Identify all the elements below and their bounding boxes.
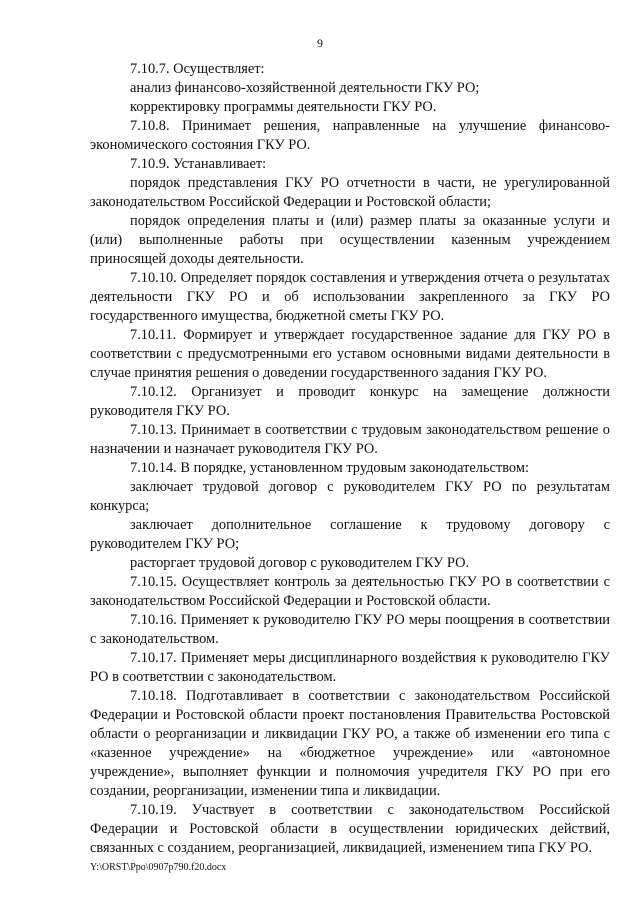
- paragraph-7-10-7: 7.10.7. Осуществляет:: [130, 61, 265, 77]
- paragraph-item: порядок представления ГКУ РО отчетности в части, не урегулированной законодательством Российской Федерации и Ростовской области;: [90, 175, 610, 210]
- paragraph-item: порядок определения платы и (или) размер платы за оказанные услуги и (или) выполненные работы при осуществлении казенным учреждением приносящей доходы деятельности.: [90, 213, 610, 267]
- paragraph-7-10-8: 7.10.8. Принимает решения, направленные на улучшение финансово-экономического состояния ГКУ РО.: [90, 118, 610, 153]
- paragraph-7-10-18: 7.10.18. Подготавливает в соответствии с законодательством Российской Федерации и Ростовской области проект постановления Правительства Ростовской области о реорганизации и ликвидации ГКУ РО, а также об изменении его типа с «казенное учреждение» на «бюджетное учреждение» или «автономное учреждение», выполняет функции и полномочия учредителя ГКУ РО при его создании, реорганизации, изменении типа и ликвидации.: [90, 688, 610, 799]
- paragraph-item: расторгает трудовой договор с руководителем ГКУ РО.: [130, 555, 470, 571]
- paragraph-7-10-14: 7.10.14. В порядке, установленном трудовым законодательством:: [130, 460, 529, 476]
- paragraph-7-10-13: 7.10.13. Принимает в соответствии с трудовым законодательством решение о назначении и назначает руководителя ГКУ РО.: [90, 422, 610, 457]
- paragraph-item: анализ финансово-хозяйственной деятельности ГКУ РО;: [130, 80, 480, 96]
- paragraph-item: заключает трудовой договор с руководителем ГКУ РО по результатам конкурса;: [90, 479, 610, 514]
- paragraph-7-10-12: 7.10.12. Организует и проводит конкурс на замещение должности руководителя ГКУ РО.: [90, 384, 610, 419]
- page-number: 9: [317, 36, 323, 50]
- document-body: [90, 60, 610, 858]
- paragraph-7-10-19: 7.10.19. Участвует в соответствии с законодательством Российской Федерации и Ростовской области в осуществлении юридических действий, связанных с созданием, реорганизацией, ликвидацией, изменением типа ГКУ РО.: [90, 802, 610, 856]
- paragraph-item: корректировку программы деятельности ГКУ РО.: [130, 99, 437, 115]
- paragraph-7-10-17: 7.10.17. Применяет меры дисциплинарного воздействия к руководителю ГКУ РО в соответствии с законодательством.: [90, 650, 610, 685]
- paragraph-item: заключает дополнительное соглашение к трудовому договору с руководителем ГКУ РО;: [90, 517, 610, 552]
- paragraph-7-10-15: 7.10.15. Осуществляет контроль за деятельностью ГКУ РО в соответствии с законодательством Российской Федерации и Ростовской области.: [90, 574, 610, 609]
- paragraph-7-10-11: 7.10.11. Формирует и утверждает государственное задание для ГКУ РО в соответствии с предусмотренными его уставом основными видами деятельности в случае принятия решения о доведении государственного задания ГКУ РО.: [90, 327, 610, 381]
- footer-file-path: Y:\ORST\Ppo\0907p790.f20.docx: [90, 862, 227, 873]
- paragraph-7-10-16: 7.10.16. Применяет к руководителю ГКУ РО меры поощрения в соответствии с законодательством.: [90, 612, 610, 647]
- paragraph-7-10-10: 7.10.10. Определяет порядок составления и утверждения отчета о результатах деятельности ГКУ РО и об использовании закрепленного за ГКУ РО государственного имущества, бюджетной сметы ГКУ РО.: [90, 270, 610, 324]
- paragraph-7-10-9: 7.10.9. Устанавливает:: [130, 156, 267, 172]
